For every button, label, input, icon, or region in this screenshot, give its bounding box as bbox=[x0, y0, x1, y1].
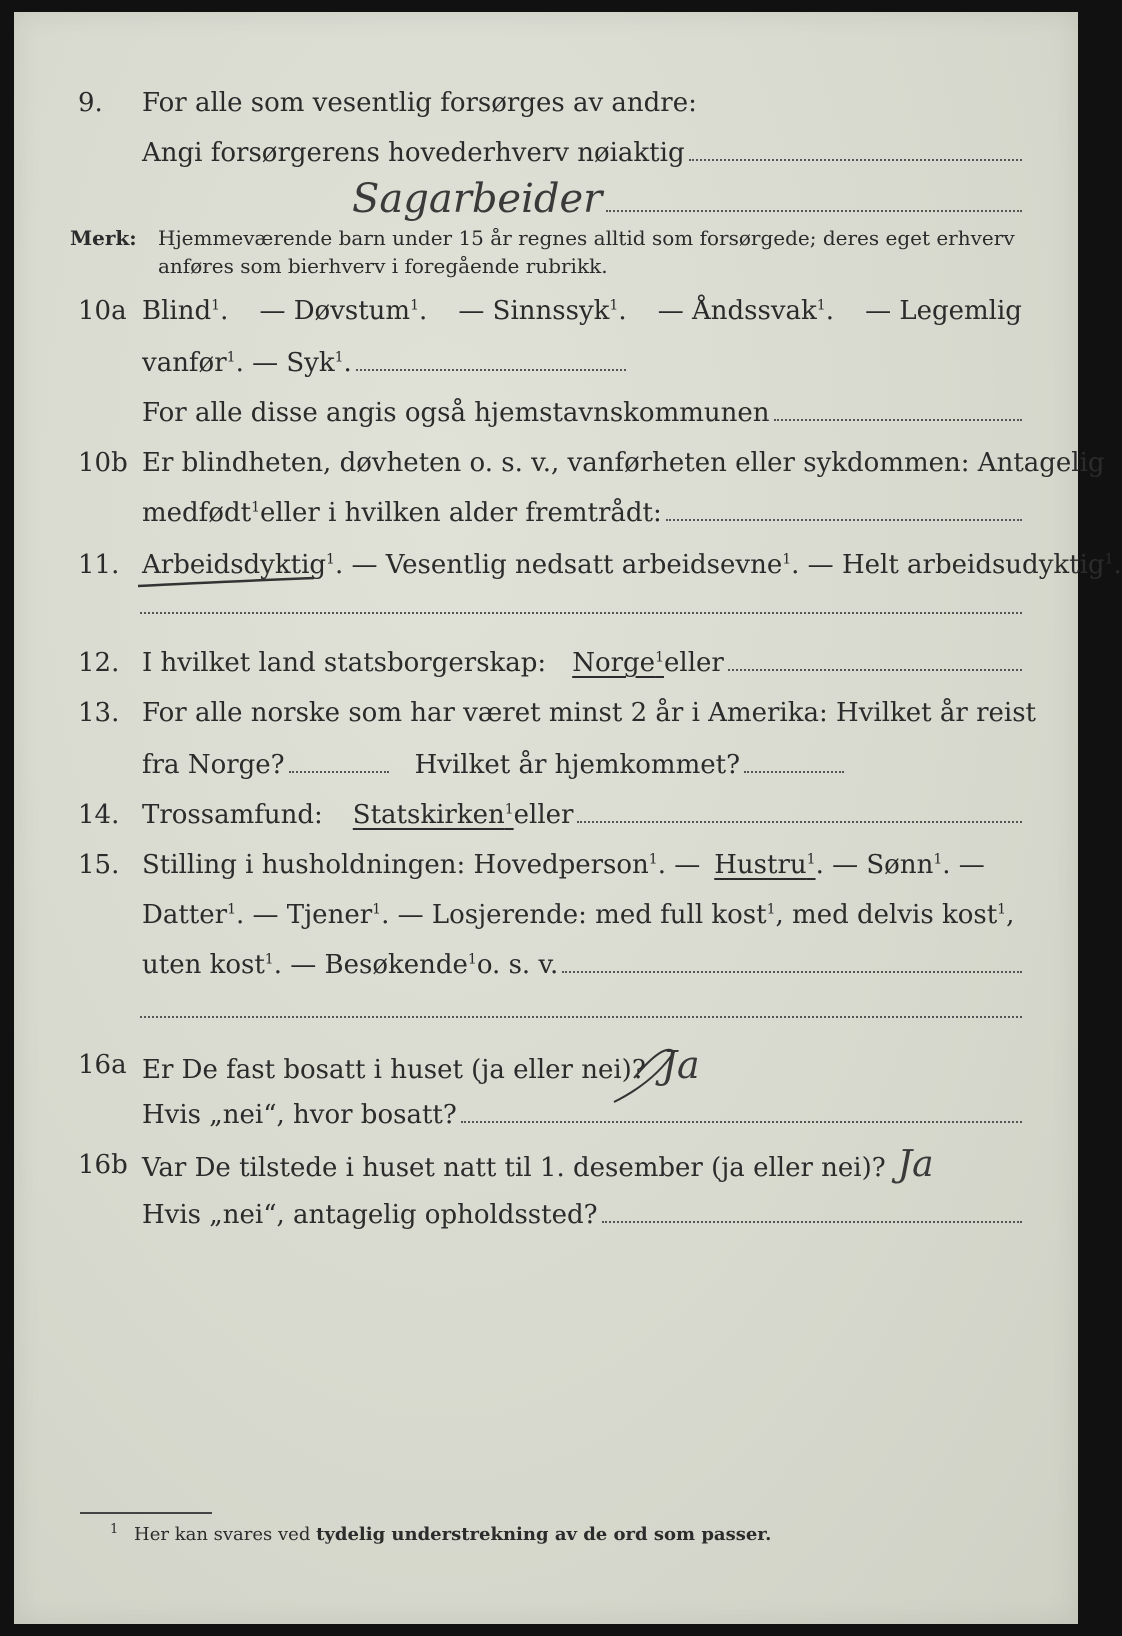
q10b-alder-text: eller i hvilken alder fremtrådt: bbox=[259, 498, 662, 528]
option-blind[interactable]: Blind$^1$. bbox=[142, 296, 229, 326]
option-vesentlig-nedsatt[interactable]: . — Vesentlig nedsatt arbeidsevne$^1$ bbox=[334, 550, 792, 580]
q12-field[interactable] bbox=[728, 649, 1022, 671]
q15-number: 15. bbox=[78, 850, 120, 880]
q10b-text: Er blindheten, døvheten o. s. v., vanførheten eller sykdommen: Antagelig bbox=[142, 448, 1105, 478]
option-besokende[interactable]: . — Besøkende$^1$ bbox=[273, 950, 477, 980]
option-datter[interactable]: Datter$^1$ bbox=[142, 900, 236, 930]
q13-text: For alle norske som har været minst 2 år i Amerika: Hvilket år reist bbox=[142, 698, 1036, 728]
q16a-text: Er De fast bosatt i huset (ja eller nei)? bbox=[142, 1055, 646, 1085]
q14-eller: eller bbox=[513, 800, 574, 830]
q15-sep-2: . — bbox=[942, 850, 985, 880]
q10a-hjemstavn-field[interactable] bbox=[774, 399, 1022, 421]
footnote bbox=[110, 1522, 771, 1545]
merk-label: Merk: bbox=[70, 226, 137, 250]
option-andssvak[interactable]: — Åndssvak$^1$. bbox=[657, 296, 834, 326]
q16a-bosatt-text: Hvis „nei“, hvor bosatt? bbox=[142, 1100, 457, 1130]
option-norge[interactable]: Norge$^1$ bbox=[572, 648, 664, 678]
q9-handwritten-answer: Sagarbeider bbox=[352, 176, 603, 222]
q12-text: I hvilket land statsborgerskap: bbox=[142, 648, 547, 678]
option-hustru[interactable]: Hustru$^1$ bbox=[714, 850, 816, 880]
q16b-opholdssted-text: Hvis „nei“, antagelig opholdssted? bbox=[142, 1200, 598, 1230]
q9-text: For alle som vesentlig forsørges av andre: bbox=[142, 88, 697, 118]
q13-reist-field[interactable] bbox=[289, 751, 389, 773]
q16a-bosatt-field[interactable] bbox=[461, 1101, 1022, 1123]
q13-reist-text: fra Norge? bbox=[142, 750, 285, 780]
q12-number: 12. bbox=[78, 648, 120, 678]
q13-hjemkommet-text: Hvilket år hjemkommet? bbox=[414, 750, 741, 780]
footnote-mark: 1 bbox=[110, 1522, 119, 1537]
q16a-handwritten-answer: Ja bbox=[661, 1043, 700, 1087]
option-uten-kost[interactable]: uten kost$^1$ bbox=[142, 950, 274, 980]
q11-end: . bbox=[1113, 550, 1122, 580]
option-hovedperson[interactable]: Stilling i husholdningen: Hovedperson$^1$ bbox=[142, 850, 658, 880]
q9-question-text: Angi forsørgerens hovederhverv nøiaktig bbox=[142, 138, 685, 168]
q15-blank-line[interactable] bbox=[140, 1016, 1022, 1018]
q9-answer-field-2[interactable] bbox=[606, 190, 1022, 212]
option-vanfor[interactable]: vanfør$^1$ bbox=[142, 348, 236, 378]
option-helt-arbeidsudyktig[interactable]: . — Helt arbeidsudyktig$^1$ bbox=[791, 550, 1114, 580]
option-syk[interactable]: . — Syk$^1$. bbox=[235, 348, 352, 378]
q10a-number: 10a bbox=[78, 296, 127, 326]
option-medfodt[interactable]: medfødt$^1$ bbox=[142, 498, 260, 528]
q13-hjemkommet-field[interactable] bbox=[744, 751, 844, 773]
q10a-hjemstavn-text: For alle disse angis også hjemstavnskommunen bbox=[142, 398, 770, 428]
q15-osv: o. s. v. bbox=[476, 950, 559, 980]
option-statskirken[interactable]: Statskirken$^1$ bbox=[352, 800, 514, 830]
q16b-text: Var De tilstede i huset natt til 1. desember (ja eller nei)? bbox=[142, 1153, 886, 1183]
q10b-number: 10b bbox=[78, 448, 128, 478]
q10a-syk-field[interactable] bbox=[356, 349, 626, 371]
q14-field[interactable] bbox=[577, 801, 1022, 823]
merk-note bbox=[70, 224, 1022, 280]
q15-sep-1: . — bbox=[657, 850, 701, 880]
merk-line1: Hjemmeværende barn under 15 år regnes alltid som forsørgede; deres eget erhverv bbox=[158, 226, 1015, 250]
q11-number: 11. bbox=[78, 550, 120, 580]
q12-eller: eller bbox=[664, 648, 724, 678]
option-arbeidsdyktig[interactable]: Arbeidsdyktig$^1$ bbox=[142, 550, 335, 580]
q13-number: 13. bbox=[78, 698, 120, 728]
option-legemlig[interactable]: — Legemlig bbox=[865, 296, 1022, 326]
footnote-bold-text: tydelig understrekning av de ord som passer. bbox=[316, 1524, 772, 1545]
q10b-alder-field[interactable] bbox=[666, 499, 1022, 521]
q16b-opholdssted-field[interactable] bbox=[602, 1201, 1022, 1223]
footnote-rule bbox=[80, 1512, 212, 1514]
q16a-number: 16a bbox=[78, 1050, 127, 1080]
q16b-handwritten-answer: Ja bbox=[897, 1144, 934, 1185]
q15-field[interactable] bbox=[562, 951, 1022, 973]
merk-line2: anføres som bierhverv i foregående rubrikk. bbox=[158, 254, 608, 278]
option-sonn[interactable]: . — Sønn$^1$ bbox=[815, 850, 943, 880]
q9-answer-field[interactable] bbox=[689, 139, 1022, 161]
option-sinnssyk[interactable]: — Sinnssyk$^1$. bbox=[458, 296, 627, 326]
q16b-number: 16b bbox=[78, 1150, 128, 1180]
footnote-text: Her kan svares ved bbox=[134, 1524, 311, 1545]
census-form-page bbox=[14, 12, 1122, 1624]
q14-text: Trossamfund: bbox=[142, 800, 323, 830]
q15-sep-3: , bbox=[1006, 900, 1015, 930]
option-dovstum[interactable]: — Døvstum$^1$. bbox=[259, 296, 428, 326]
q14-number: 14. bbox=[78, 800, 120, 830]
option-delvis-kost[interactable]: , med delvis kost$^1$ bbox=[775, 900, 1007, 930]
option-full-kost[interactable]: . — Losjerende: med full kost$^1$ bbox=[381, 900, 776, 930]
q9-number: 9. bbox=[78, 88, 103, 118]
option-tjener[interactable]: . — Tjener$^1$ bbox=[235, 900, 382, 930]
q11-blank-line[interactable] bbox=[140, 612, 1022, 614]
